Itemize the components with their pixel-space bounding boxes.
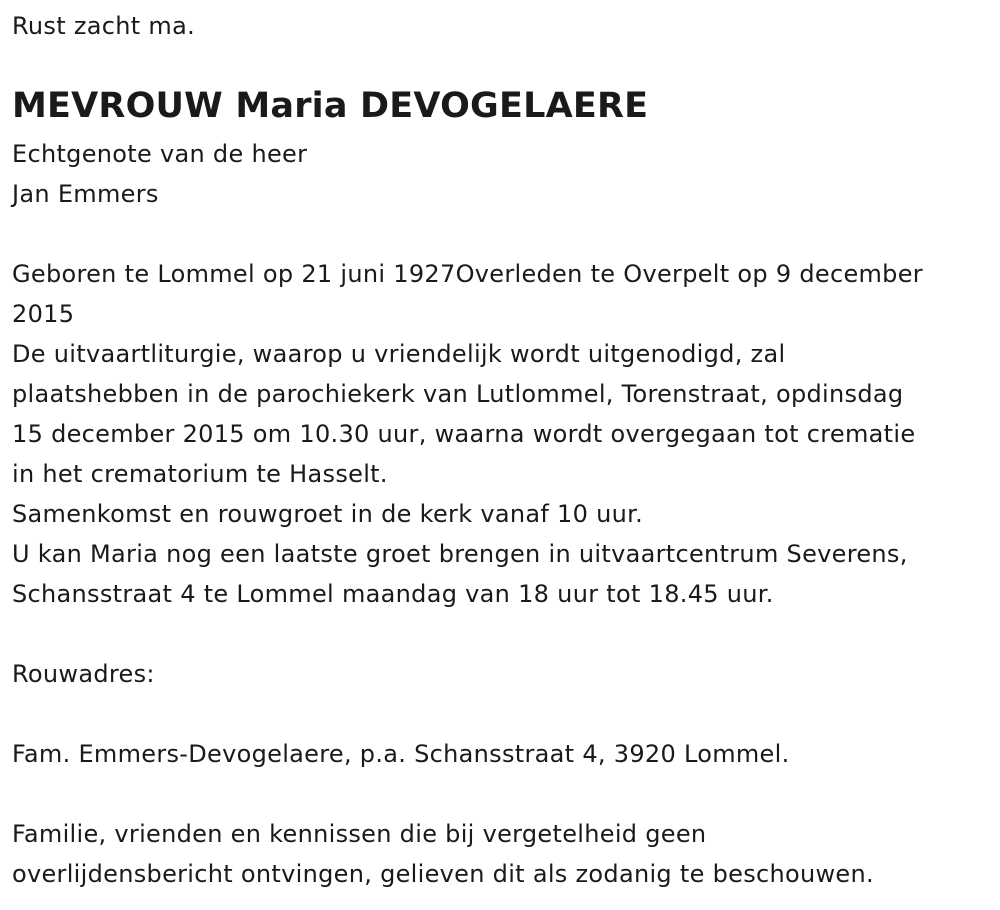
- closing-line: Rust zacht ma.: [12, 12, 196, 40]
- family-note-line: overlijdensbericht ontvingen, gelieven dit als zodanig te beschouwen.: [12, 860, 874, 888]
- spouse-block: [12, 134, 307, 214]
- details-line: Schansstraat 4 te Lommel maandag van 18 uur tot 18.45 uur.: [12, 580, 774, 608]
- details-line: 15 december 2015 om 10.30 uur, waarna wordt overgegaan tot crematie: [12, 420, 916, 448]
- details-line: plaatshebben in de parochiekerk van Lutlommel, Torenstraat, opdinsdag: [12, 380, 904, 408]
- spouse-line: Echtgenote van de heer: [12, 140, 308, 168]
- mourning-address: Fam. Emmers-Devogelaere, p.a. Schansstraat 4, 3920 Lommel.: [12, 740, 790, 768]
- family-note-line: Familie, vrienden en kennissen die bij vergetelheid geen: [12, 820, 707, 848]
- rouwadres-label: Rouwadres:: [12, 660, 155, 688]
- deceased-name: MEVROUW Maria DEVOGELAERE: [12, 86, 649, 126]
- spouse-name: Jan Emmers: [12, 180, 159, 208]
- details-line: U kan Maria nog een laatste groet brengen in uitvaartcentrum Severens,: [12, 540, 908, 568]
- details-line: in het crematorium te Hasselt.: [12, 460, 388, 488]
- details-line: De uitvaartliturgie, waarop u vriendelijk wordt uitgenodigd, zal: [12, 340, 786, 368]
- family-note: [12, 814, 874, 894]
- funeral-details: [12, 254, 923, 614]
- details-line: Samenkomst en rouwgroet in de kerk vanaf 10 uur.: [12, 500, 644, 528]
- details-line: Geboren te Lommel op 21 juni 1927Overleden te Overpelt op 9 december: [12, 260, 923, 288]
- details-line: 2015: [12, 300, 75, 328]
